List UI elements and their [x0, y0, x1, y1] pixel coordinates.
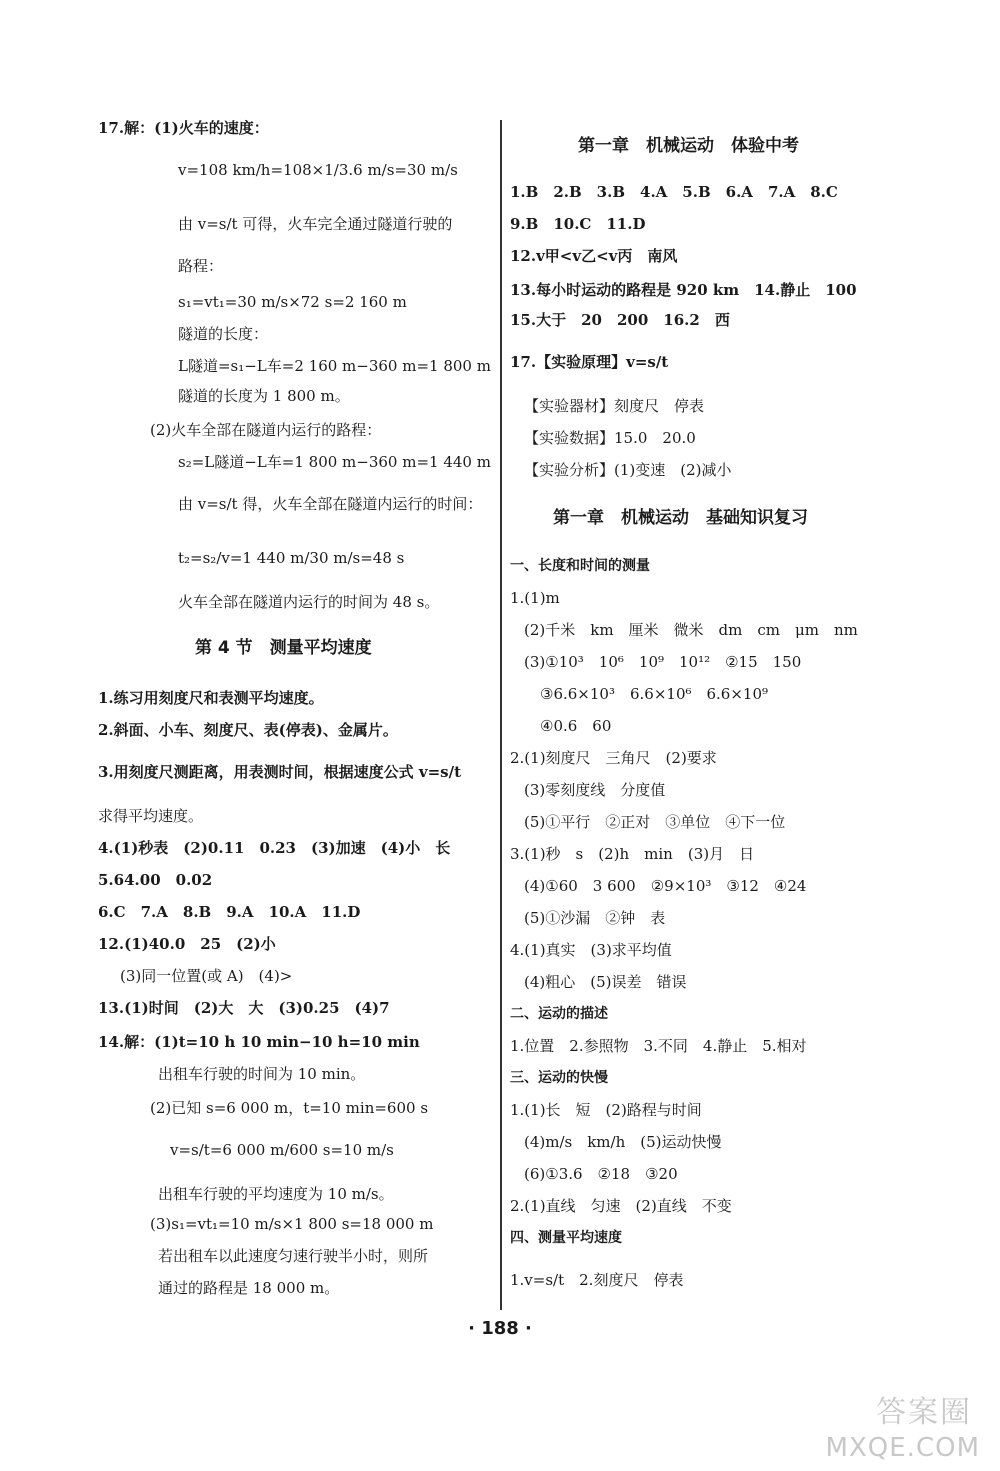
subsection-heading: 二、运动的描述 [510, 1006, 608, 1022]
answer-line: 1.位置 2.参照物 3.不同 4.静止 5.相对 [510, 1037, 807, 1055]
formula-line: v=108 km/h=108×1/3.6 m/s=30 m/s [178, 161, 458, 179]
text-line: 隧道的长度为 1 800 m。 [178, 387, 350, 405]
answer-line: 1.练习用刻度尺和表测平均速度。 [98, 689, 324, 707]
answer-line: 2.(1)直线 匀速 (2)直线 不变 [510, 1197, 732, 1215]
answer-line: 出租车行驶的平均速度为 10 m/s。 [158, 1185, 394, 1203]
text-line: 隧道的长度： [178, 325, 269, 343]
answer-line: 【实验数据】15.0 20.0 [524, 429, 696, 447]
answer-line: (3)同一位置(或 A) (4)> [120, 967, 293, 985]
subsection-heading: 四、测量平均速度 [510, 1230, 622, 1246]
answer-line: (4)①60 3 600 ②9×10³ ③12 ④24 [524, 877, 807, 895]
answer-line: (5)①沙漏 ②钟 表 [524, 909, 666, 927]
formula-line: s₂=L隧道−L车=1 800 m−360 m=1 440 m [178, 453, 491, 471]
answer-line: 求得平均速度。 [98, 807, 204, 825]
answer-line: 2.(1)刻度尺 三角尺 (2)要求 [510, 749, 717, 767]
answer-line: 6.C 7.A 8.B 9.A 10.A 11.D [98, 903, 361, 921]
section-heading: 第一章 机械运动 基础知识复习 [553, 508, 808, 528]
answer-line: 3.用刻度尺测距离，用表测时间，根据速度公式 v=s/t [98, 763, 462, 781]
subsection-heading: 一、长度和时间的测量 [510, 558, 650, 574]
page-number: · 188 · [468, 1318, 532, 1339]
answer-line: 1.v=s/t 2.刻度尺 停表 [510, 1271, 684, 1289]
answer-line: 12.v甲<v乙<v丙 南风 [510, 247, 678, 265]
answer-line: 15.大于 20 200 16.2 西 [510, 311, 730, 329]
answer-line: 3.(1)秒 s (2)h min (3)月 日 [510, 845, 755, 863]
answer-line: (2)千米 km 厘米 微米 dm cm μm nm [524, 621, 858, 639]
formula-line: L隧道=s₁−L车=2 160 m−360 m=1 800 m [178, 357, 491, 375]
answer-line: 出租车行驶的时间为 10 min。 [158, 1065, 366, 1083]
answer-line: (6)①3.6 ②18 ③20 [524, 1165, 678, 1183]
answer-line: 1.(1)长 短 (2)路程与时间 [510, 1101, 702, 1119]
text-line: 火车全部在隧道内运行的时间为 48 s。 [178, 593, 440, 611]
watermark-url: MXQE.COM [825, 1433, 980, 1463]
answer-17-header: 17.解：(1)火车的速度： [98, 119, 269, 137]
answer-line: 13.每小时运动的路程是 920 km 14.静止 100 [510, 281, 857, 299]
answer-line: 17.【实验原理】v=s/t [510, 353, 669, 371]
section-heading: 第 4 节 测量平均速度 [195, 638, 372, 658]
watermark-logo: 答案圈 [876, 1395, 972, 1430]
answer-line: 5.64.00 0.02 [98, 871, 213, 889]
answer-line: 【实验器材】刻度尺 停表 [524, 397, 705, 415]
answer-line: 13.(1)时间 (2)大 大 (3)0.25 (4)7 [98, 999, 390, 1017]
text-line: 路程： [178, 257, 224, 275]
formula-line: s₁=vt₁=30 m/s×72 s=2 160 m [178, 293, 407, 311]
answer-line: 12.(1)40.0 25 (2)小 [98, 935, 276, 953]
formula-line: v=s/t=6 000 m/600 s=10 m/s [170, 1141, 394, 1159]
answer-line: 4.(1)秒表 (2)0.11 0.23 (3)加速 (4)小 长 [98, 839, 451, 857]
answer-line: 2.斜面、小车、刻度尺、表(停表)、金属片。 [98, 721, 398, 739]
answer-line: (4)粗心 (5)误差 错误 [524, 973, 687, 991]
answer-line: (5)①平行 ②正对 ③单位 ④下一位 [524, 813, 786, 831]
text-line: (2)火车全部在隧道内运行的路程： [150, 421, 382, 439]
answer-line: 1.B 2.B 3.B 4.A 5.B 6.A 7.A 8.C [510, 183, 838, 201]
answer-line: 通过的路程是 18 000 m。 [158, 1279, 340, 1297]
answer-line: (3)s₁=vt₁=10 m/s×1 800 s=18 000 m [150, 1215, 434, 1233]
formula-line: t₂=s₂/v=1 440 m/30 m/s=48 s [178, 549, 405, 567]
answer-line: (4)m/s km/h (5)运动快慢 [524, 1133, 722, 1151]
answer-line: 14.解：(1)t=10 h 10 min−10 h=10 min [98, 1033, 420, 1051]
subsection-heading: 三、运动的快慢 [510, 1070, 608, 1086]
answer-line: (3)零刻度线 分度值 [524, 781, 666, 799]
text-line: 由 v=s/t 得，火车全部在隧道内运行的时间： [178, 495, 483, 513]
answer-line: ④0.6 60 [540, 717, 612, 735]
answer-line: 4.(1)真实 (3)求平均值 [510, 941, 672, 959]
column-divider [500, 120, 502, 1310]
answer-line: ③6.6×10³ 6.6×10⁶ 6.6×10⁹ [540, 685, 769, 703]
answer-line: 【实验分析】(1)变速 (2)减小 [524, 461, 732, 479]
answer-line: (2)已知 s=6 000 m，t=10 min=600 s [150, 1099, 429, 1117]
answer-line: 1.(1)m [510, 589, 560, 607]
answer-line: (3)①10³ 10⁶ 10⁹ 10¹² ②15 150 [524, 653, 802, 671]
section-heading: 第一章 机械运动 体验中考 [578, 136, 799, 156]
text-line: 由 v=s/t 可得，火车完全通过隧道行驶的 [178, 215, 453, 233]
answer-line: 9.B 10.C 11.D [510, 215, 646, 233]
answer-line: 若出租车以此速度匀速行驶半小时，则所 [158, 1247, 429, 1265]
